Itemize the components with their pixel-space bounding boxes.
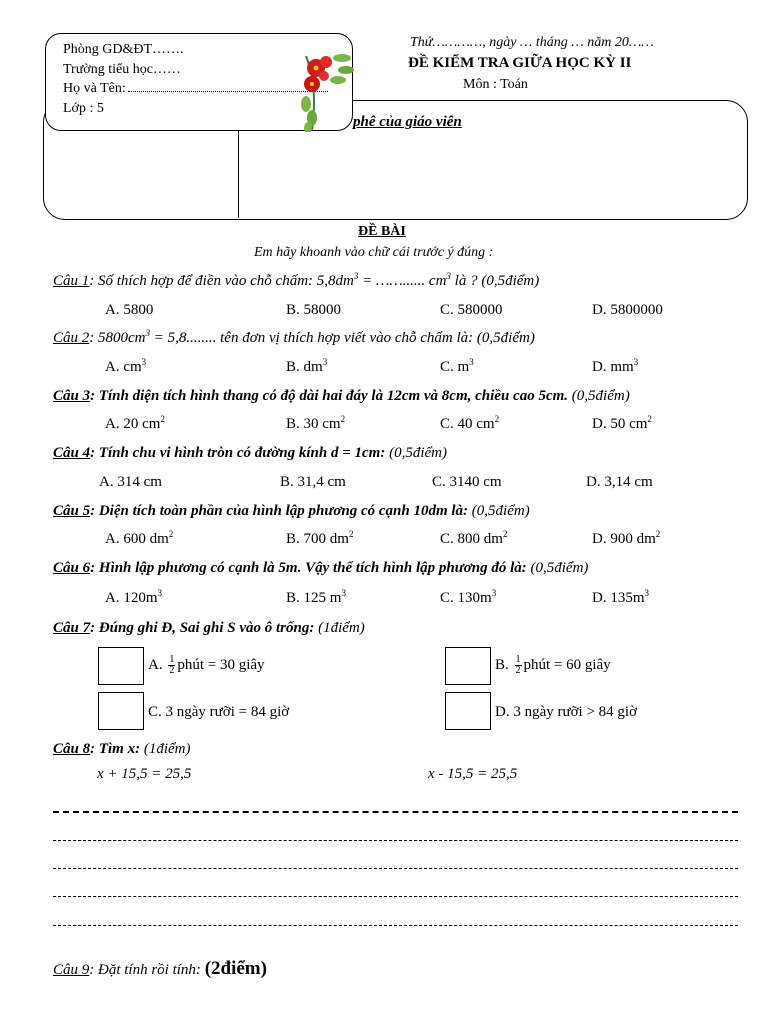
q3-option-d[interactable] [592,416,652,433]
sup: 3 [644,588,649,598]
sup: 2 [348,529,354,539]
question-1-text-b: = ……...... cm [358,273,447,289]
q5-option-a-text: A. 600 dm [105,531,169,547]
question-6-score: (0,5điểm) [526,560,589,576]
instruction: Em hãy khoanh vào chữ cái trước ý đúng : [254,245,494,260]
q2-option-c-text: C. m [440,359,470,375]
sup: 3 [145,328,151,338]
q1-option-b[interactable]: B. 58000 [286,302,342,318]
date-line: Thứ…………, ngày … tháng … năm 20…… [410,35,654,50]
q1-option-d[interactable]: D. 5800000 [592,302,663,318]
q7-checkbox-b[interactable] [445,647,491,685]
answer-line[interactable] [53,896,738,897]
q3-option-d-text: D. 50 cm [592,416,648,432]
school-field[interactable]: Trường tiểu học…… [63,62,181,77]
question-8-score: (1điểm) [140,741,191,757]
q2-option-a-text: A. cm [105,359,142,375]
q7-statement-b [495,655,611,676]
sup: 3 [141,357,147,367]
question-7-score: (1điểm) [314,620,365,636]
section-title: ĐỀ BÀI [358,224,406,239]
question-1 [53,273,539,290]
student-name-label: Họ và Tên: [63,81,126,96]
q7-a-suffix: phút = 30 giây [177,656,265,673]
subject-label: Môn : Toán [463,77,528,92]
class-field[interactable]: Lớp : 5 [63,101,104,116]
question-1-text-c: là ? (0,5điểm) [450,273,540,289]
sup: 2 [160,414,165,424]
q6-option-a[interactable] [105,590,162,607]
question-3 [53,388,630,405]
q5-option-d-text: D. 900 dm [592,531,656,547]
question-3-label: Câu 3 [53,388,91,404]
answer-line[interactable] [53,868,738,869]
q2-option-d-text: D. mm [592,359,634,375]
dept-field[interactable]: Phòng GD&ĐT……. [63,42,184,57]
q3-option-a[interactable] [105,416,165,433]
q4-option-a[interactable]: A. 314 cm [99,474,162,490]
sup: 3 [491,588,497,598]
sup: 2 [340,414,346,424]
question-4-label: Câu 4 [53,445,91,461]
q2-option-b-text: B. dm [286,359,323,375]
question-6-label: Câu 6 [53,560,91,576]
question-1-text-a: : Số thích hợp để điền vào chỗ chấm: 5,8dm [89,273,354,289]
sup: 3 [322,357,328,367]
question-8-label: Câu 8 [53,741,91,757]
q7-checkbox-d[interactable] [445,692,491,730]
q8-equation-1: x + 15,5 = 25,5 [97,766,192,782]
question-8 [53,741,191,758]
question-5-label: Câu 5 [53,503,91,519]
q7-b-suffix: phút = 60 giây [523,656,611,673]
sup: 3 [353,271,359,281]
q6-option-b-text: B. 125 m [286,590,342,606]
question-4-score: (0,5điểm) [385,445,447,461]
q3-option-c[interactable] [440,416,499,433]
q6-option-c-text: C. 130m [440,590,492,606]
fraction [515,655,522,676]
fraction-denominator: 2 [515,665,521,676]
question-3-text: : Tính diện tích hình thang có độ dài hai đáy là 12cm và 8cm, chiều cao 5cm. [90,388,569,404]
q3-option-c-text: C. 40 cm [440,416,495,432]
q3-option-b-text: B. 30 cm [286,416,341,432]
answer-line[interactable] [53,840,738,841]
sup: 2 [655,529,661,539]
question-5 [53,503,530,520]
q6-option-d[interactable] [592,590,649,607]
q8-equation-2: x - 15,5 = 25,5 [428,766,518,782]
q4-option-d[interactable]: D. 3,14 cm [586,474,653,490]
exam-title: ĐỀ KIỂM TRA GIỮA HỌC KỲ II [408,55,632,71]
question-5-text: : Diện tích toàn phần của hình lập phương có cạnh 10dm là: [90,503,469,519]
q5-option-c[interactable] [440,531,507,548]
question-9-text: : Đặt tính rồi tính: [89,962,205,978]
q6-option-b[interactable] [286,590,346,607]
q2-option-b[interactable] [286,359,327,376]
question-7-text: : Đúng ghi Đ, Sai ghi S vào ô trống: [90,620,315,636]
sup: 3 [469,357,474,367]
question-4-text: : Tính chu vi hình tròn có đường kính d = 1cm: [90,445,386,461]
sup: 3 [446,271,451,281]
question-2 [53,330,535,347]
sup: 2 [494,414,500,424]
fraction-denominator: 2 [169,665,175,676]
teacher-comment-label: phê của giáo viên [353,114,462,130]
question-7 [53,620,365,637]
sup: 3 [341,588,346,598]
sup: 2 [647,414,652,424]
fraction [168,655,175,676]
q3-option-b[interactable] [286,416,345,433]
question-6-text: : Hình lập phương có cạnh là 5m. Vậy thể tích hình lập phương đó là: [90,560,527,576]
student-name-field[interactable] [63,81,328,97]
q5-option-c-text: C. 800 dm [440,531,503,547]
answer-line[interactable] [53,811,738,813]
q1-option-c[interactable]: C. 580000 [440,302,503,318]
question-9-score: (2điểm) [204,958,267,979]
q4-option-c[interactable]: C. 3140 cm [432,474,502,490]
question-2-text-b: = 5,8........ tên đơn vị thích hợp viết vào chỗ chấm là: (0,5điểm) [150,330,535,346]
answer-line[interactable] [53,925,738,926]
question-2-label: Câu 2 [53,330,90,346]
question-4 [53,445,447,462]
question-5-score: (0,5điểm) [468,503,530,519]
question-3-score: (0,5điểm) [568,388,630,404]
sup: 3 [633,357,639,367]
q2-option-a[interactable] [105,359,146,376]
q6-option-a-text: A. 120m [105,590,158,606]
q4-option-b[interactable]: B. 31,4 cm [280,474,346,490]
flower-decoration-icon [298,46,356,132]
question-7-label: Câu 7 [53,620,91,636]
q5-option-d[interactable] [592,531,660,548]
q7-statement-d: D. 3 ngày rưỡi > 84 giờ [495,704,638,720]
fraction-numerator: 1 [515,654,521,665]
question-6 [53,560,588,577]
question-1-label: Câu 1 [53,273,90,289]
sup: 2 [502,529,508,539]
q7-checkbox-c[interactable] [98,692,144,730]
q7-statement-c: C. 3 ngày rưỡi = 84 giờ [148,704,290,720]
q5-option-b[interactable] [286,531,353,548]
q7-b-prefix: B. [495,656,509,673]
q3-option-a-text: A. 20 cm [105,416,161,432]
q2-option-c[interactable] [440,359,474,376]
question-2-text-a: : 5800cm [89,330,146,346]
q7-statement-a [148,655,265,676]
q5-option-a[interactable] [105,531,173,548]
question-8-text: : Tìm x: [90,741,141,757]
question-9-label: Câu 9 [53,962,90,978]
q2-option-d[interactable] [592,359,638,376]
q7-checkbox-a[interactable] [98,647,144,685]
q6-option-c[interactable] [440,590,496,607]
fraction-numerator: 1 [169,654,175,665]
sup: 3 [157,588,162,598]
q5-option-b-text: B. 700 dm [286,531,349,547]
q7-a-prefix: A. [148,656,163,673]
question-9 [53,958,267,980]
sup: 2 [168,529,174,539]
q1-option-a[interactable]: A. 5800 [105,302,154,318]
q6-option-d-text: D. 135m [592,590,645,606]
